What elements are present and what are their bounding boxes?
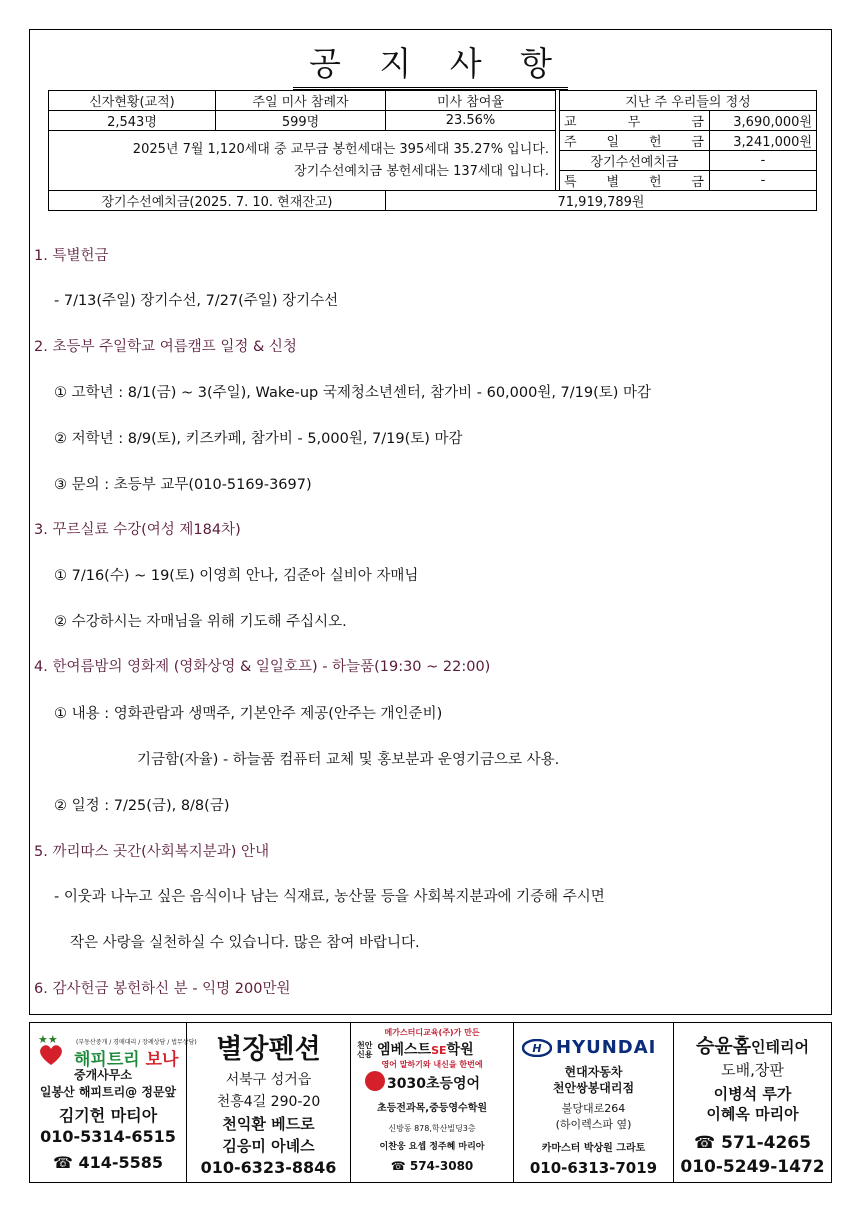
- svg-text:H: H: [532, 1042, 542, 1055]
- offering-value: -: [710, 151, 817, 171]
- academy-prefix: 천안 신용: [357, 1041, 373, 1059]
- item-line: - 이웃과 나누고 싶은 음식이나 남는 식재료, 농산물 등을 사회복지분과에 기증해 주시면: [54, 889, 605, 905]
- offering-label: 장기수선예치금: [560, 151, 710, 171]
- item-heading: 5. 까리따스 곳간(사회복지분과) 안내: [34, 844, 270, 860]
- item-heading: 2. 초등부 주일학교 여름캠프 일정 & 신청: [34, 339, 297, 355]
- hyundai-dealer: 천안쌍봉대리점: [552, 1081, 635, 1095]
- item-heading: 3. 꾸르실료 수강(여성 제184차): [34, 522, 241, 538]
- offering-label: 주 일 헌 금: [560, 131, 710, 151]
- item-line: ③ 문의 : 초등부 교무(010-5169-3697): [54, 477, 312, 493]
- academy-names: 이찬웅 요셉 정주혜 마리아: [379, 1142, 485, 1152]
- hyundai-address: (하이렉스파 옆): [555, 1118, 632, 1131]
- realty-tel: ☎ 414-5585: [52, 1153, 164, 1172]
- balance-label: 장기수선예치금(2025. 7. 10. 현재잔고): [49, 191, 386, 211]
- offering-label: 특 별 헌 금: [560, 171, 710, 191]
- ad-realty: [30, 1023, 197, 1182]
- item-heading: 1. 특별헌금: [34, 248, 109, 264]
- hyundai-logo-icon: [522, 1039, 552, 1057]
- interior-owner: 이병석 루가: [713, 1085, 792, 1103]
- item-heading: 6. 감사헌금 봉헌하신 분 - 익명 200만원: [34, 981, 291, 997]
- ad-hyundai: [514, 1023, 674, 1182]
- members-value: 2,543명: [49, 111, 216, 131]
- item-line: ① 7/16(수) ~ 19(토) 이영희 안나, 김준아 실비아 자매님: [54, 568, 419, 584]
- header-attendees: 주일 미사 참례자: [216, 91, 386, 111]
- stats-table: [48, 90, 817, 211]
- offering-label: 교 무 금: [560, 111, 710, 131]
- ad-academy: [351, 1023, 514, 1182]
- heart-logo-icon: [38, 1043, 64, 1067]
- item-line: 작은 사랑을 실천하실 수 있습니다. 많은 참여 바랍니다.: [70, 935, 420, 951]
- academy-slogan: 영어 말하기와 내신을 한번에: [381, 1060, 483, 1069]
- ad-footer: [29, 1022, 832, 1183]
- offering-value: -: [710, 171, 817, 191]
- interior-tel: ☎ 571-4265: [694, 1133, 811, 1153]
- item-line: 기금함(자율) - 하늘품 컴퓨터 교체 및 홍보분과 운영기금으로 사용.: [137, 752, 560, 768]
- realty-services: (부동산중개 / 경매대리 / 장례상담 / 법무상담): [76, 1039, 197, 1046]
- header-members: 신자현황(교적): [49, 91, 216, 111]
- balance-value: 71,919,789원: [386, 191, 817, 211]
- academy-address: 신방동 878,학산빌딩3층: [388, 1124, 476, 1133]
- pension-owner: 김응미 아녜스: [222, 1137, 315, 1155]
- interior-brand: 승윤홈인테리어: [695, 1035, 810, 1057]
- item-line: ② 저학년 : 8/9(토), 키즈카페, 참가비 - 5,000원, 7/19(토) 마감: [54, 431, 463, 447]
- interior-phone: 010-5249-1472: [680, 1157, 825, 1177]
- item-line: - 7/13(주일) 장기수선, 7/27(주일) 장기수선: [54, 293, 339, 309]
- academy-top: 메가스터디교육(주)가 만든: [384, 1028, 480, 1037]
- academy-subjects: 초등전과목,중등영수학원: [376, 1103, 488, 1114]
- item-line: ① 고학년 : 8/1(금) ~ 3(주일), Wake-up 국제청소년센터, 참가비 - 60,000원, 7/19(토) 마감: [54, 385, 652, 401]
- pension-brand: 별장펜션: [216, 1034, 321, 1065]
- hyundai-company: 현대자동차: [564, 1065, 623, 1079]
- ad-pension: [187, 1023, 351, 1182]
- hyundai-address: 불당대로264: [561, 1102, 626, 1115]
- header-rate: 미사 참여율: [386, 91, 556, 111]
- realty-phone: 010-5314-6515: [40, 1127, 176, 1146]
- hyundai-phone: 010-6313-7019: [529, 1159, 658, 1177]
- item-line: ② 일정 : 7/25(금), 8/8(금): [54, 798, 230, 814]
- stars-icon: ★★: [38, 1033, 58, 1046]
- ad-interior: [674, 1023, 831, 1182]
- pension-address: 천흥4길 290-20: [216, 1094, 321, 1110]
- offering-value: 3,241,000원: [710, 131, 817, 151]
- realty-location: 일봉산 해피트리@ 정문앞: [39, 1085, 177, 1099]
- offering-value: 3,690,000원: [710, 111, 817, 131]
- realty-office: 중개사무소: [74, 1068, 132, 1082]
- household-message: [49, 131, 556, 191]
- page-title: 공 지 사 항: [30, 38, 831, 90]
- item-line: ② 수강하시는 자매님을 위해 기도해 주십시오.: [54, 614, 347, 630]
- header-offering: 지난 주 우리들의 정성: [560, 91, 817, 111]
- academy-brand: 엠베스트SE학원: [377, 1042, 474, 1058]
- hyundai-brand: HYUNDAI: [556, 1037, 657, 1058]
- pension-owner: 천익환 베드로: [222, 1115, 315, 1133]
- academy-brand-2: 3030초등영어: [387, 1076, 481, 1092]
- pension-phone: 010-6323-8846: [200, 1158, 337, 1177]
- realty-name: 김기헌 마티아: [58, 1106, 158, 1125]
- item-heading: 4. 한여름밤의 영화제 (영화상영 & 일일호프) - 하늘품(19:30 ~ 22:00): [34, 659, 491, 675]
- household-message-line: 2025년 7월 1,120세대 중 교무금 봉헌세대는 395세대 35.27% 입니다.: [132, 141, 549, 157]
- attendees-value: 599명: [216, 111, 386, 131]
- pension-address: 서북구 성거읍: [225, 1072, 312, 1088]
- rate-value: 23.56%: [386, 111, 556, 131]
- item-line: ① 내용 : 영화관람과 생맥주, 기본안주 제공(안주는 개인준비): [54, 706, 443, 722]
- hyundai-person: 카마스터 박상원 그라토: [541, 1143, 646, 1154]
- interior-owner: 이혜옥 마리아: [706, 1105, 799, 1123]
- realty-brand: 해피트리 보나: [74, 1050, 179, 1070]
- academy-logo-icon: [365, 1071, 385, 1091]
- interior-service: 도배,장판: [721, 1061, 784, 1079]
- household-message-line: 장기수선예치금 봉헌세대는 137세대 입니다.: [294, 163, 549, 179]
- academy-tel: ☎ 574-3080: [390, 1159, 474, 1173]
